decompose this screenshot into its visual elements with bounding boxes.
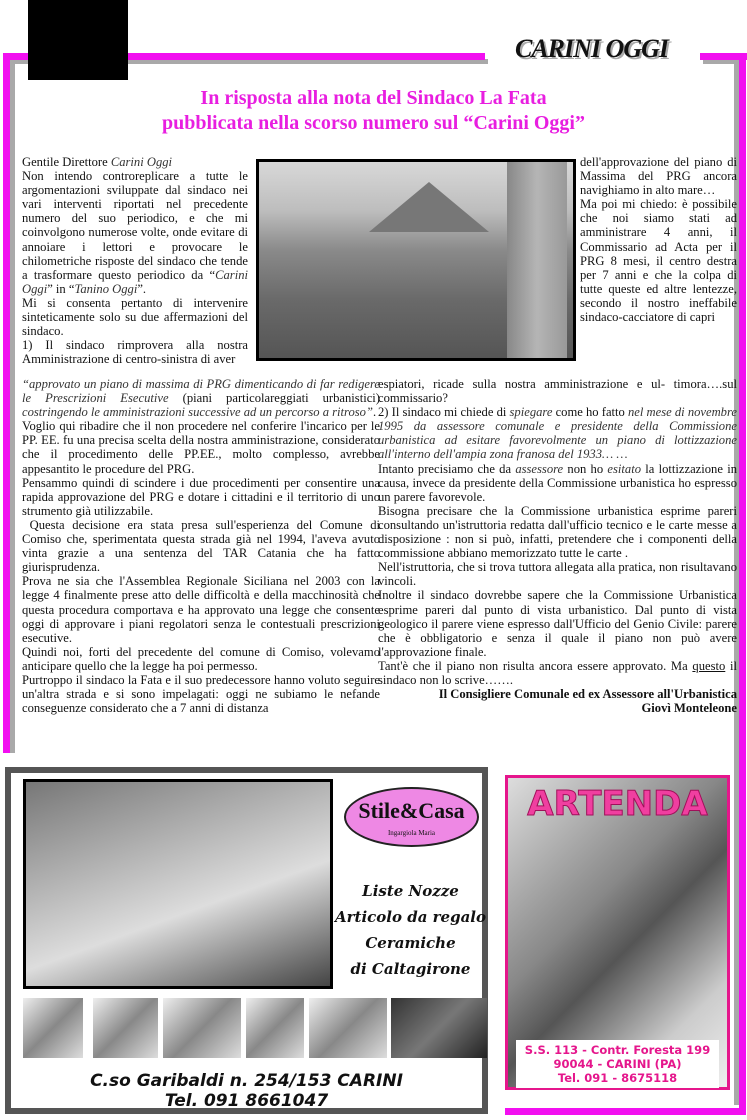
black-corner-block xyxy=(28,0,128,80)
article-column-d: espiatori, ricade sulla nostra amministrazione e ul- timora….sul commissario? 2) Il sindaco mi chiede di spiegare come ho fatto nel mese di novembre 1995 da assessore comunale e presidente della Commissione urbanistica ad esitare favorevolmente un piano di lottizzazione all'interno dell'ampia zona franosa del 1933… … Intanto precisiamo che da assessore non ho esitato la lottizzazione in causa, invece da presidente della Commissione urbanistica ho espresso un parere favorevole. Bisogna precisare che la Commissione urbanistica esprime pareri consultando un'istruttoria redatta dall'ufficio tecnico e le carte messe a disposizione : non si può, infatti, pretendere che i componenti della commissione abbiano memorizzato tutte le carte . Nell'istruttoria, che si trova tuttora allegata alla pratica, non risultavano vincoli. Inoltre il sindaco dovrebbe sapere che la Commissione Urbanistica esprime pareri dal punto di vista urbanistico. Dal punto di vista geologico il parere viene espresso dall'Ufficio del Genio Civile: parere che è obbligatorio e senza il quale il piano non può avere l'approvazione finale. Tant'è che il piano non risulta ancora essere approvato. Ma questo il sindaco non lo scrive……. Il Consigliere Comunale ed ex Assessore all'Urbanistica Giovì Monteleone xyxy=(378,377,738,716)
stile-casa-address: C.so Garibaldi n. 254/153 CARINI Tel. 091 8661047 xyxy=(90,1071,403,1111)
stile-casa-services: Liste Nozze Articolo da regalo Ceramiche di Caltagirone xyxy=(334,882,487,978)
carini-city-photo xyxy=(256,159,576,361)
thumb-table-setting xyxy=(391,998,487,1058)
stile-casa-ad[interactable] xyxy=(5,767,488,1114)
thumb-vases xyxy=(246,998,304,1058)
artenda-contact: S.S. 113 - Contr. Foresta 199 90044 - CARINI (PA) Tel. 091 - 8675118 xyxy=(516,1040,719,1088)
article-title xyxy=(0,86,747,136)
frame-right xyxy=(739,53,746,1115)
artenda-ad[interactable] xyxy=(505,775,730,1090)
thumb-dinner-set xyxy=(93,998,158,1058)
title-line-2: pubblicata nella scorso numero sul “Carini Oggi” xyxy=(161,112,585,134)
thumb-tea-set xyxy=(309,998,387,1058)
frame-shadow-left xyxy=(10,60,15,753)
thumb-silverware xyxy=(163,998,241,1058)
article-column-a: Gentile Direttore Carini Oggi Non intendo controreplicare a tutte le argomentazioni sviluppate dal sindaco nei vari interventi riportati nel precedente numero del suo periodico, e che mi coinvolgono numerose volte, onde evitare di annoiare i lettori e provocare le chilometriche risposte del sindaco che tende a trasformare questo periodico da “Carini Oggi” in “Tanino Oggi”. Mi si consenta pertanto di intervenire sinteticamente solo su due affermazioni del sindaco. 1) Il sindaco rimprovera alla nostra Amministrazione di centro-sinistra di aver xyxy=(22,155,248,367)
masthead-logo: CARINI OGGI xyxy=(515,34,668,63)
signature-role: Il Consigliere Comunale ed ex Assessore all'Urbanistica xyxy=(438,687,737,702)
frame-bottom-right xyxy=(505,1108,746,1115)
bride-clock-photo xyxy=(23,779,333,989)
article-column-c: dell'approvazione del piano di Massima del PRG ancora navighiamo in alto mare… Ma poi mi chiedo: è possibile che noi siamo stati ad amministrare 4 anni, il Commissario ad Acta per il PRG 8 mesi, il centro destra per 7 anni e che la colpa di tutte queste ed altre lentezze, secondo il nostro ineffabile sindaco-cacciatore di capri xyxy=(580,155,737,325)
article-column-b: “approvato un piano di massima di PRG dimenticando di far redigere le Prescrizioni Esecutive (piani particolareggiati urbanistici) costringendo le amministrazioni successive ad un percorso a ritroso”. Voglio qui ribadire che il non procedere nel conferire l'incarico per le PP. EE. fu una precisa scelta della nostra amministrazione, considerato che il procedimento delle PP.EE., molto complesso, avrebbe appesantito le procedure del PRG. Pensammo quindi di scindere i due procedimenti per consentire una rapida approvazione del PRG e dotare i cittadini e il territorio di uno strumento già utilizzabile. Questa decisione era stata presa sull'esperienza del Comune di Comiso che, sperimentata questa strada già nel 1994, l'aveva avuto vinta grazie a una sentenza del TAR Catania che ha fatto giurisprudenza. Prova ne sia che l'Assemblea Regionale Siciliana nel 2003 con la legge 4 finalmente prese atto delle difficoltà e della macchinosità che questa procedura comportava e ha approvato una legge che consente oggi di approvare i piani regolatori senza le contestuali prescrizioni esecutive. Quindi noi, forti del precedente del comune di Comiso, volevamo anticipare quello che la legge ha poi permesso. Purtroppo il sindaco la Fata e il suo predecessore hanno voluto seguire un'altra strada e si sono impelagati: oggi ne subiamo le nefande conseguenze considerato che a 7 anni di distanza xyxy=(22,377,380,716)
stile-casa-logo: Stile&Casa Ingargiola Maria xyxy=(344,787,479,847)
signature-name: Giovì Monteleone xyxy=(641,701,737,716)
frame-left xyxy=(3,53,10,753)
artenda-logo: ARTENDA xyxy=(527,784,708,824)
thumb-ceramic-plate xyxy=(23,998,83,1058)
title-line-1: In risposta alla nota del Sindaco La Fata xyxy=(200,87,547,109)
